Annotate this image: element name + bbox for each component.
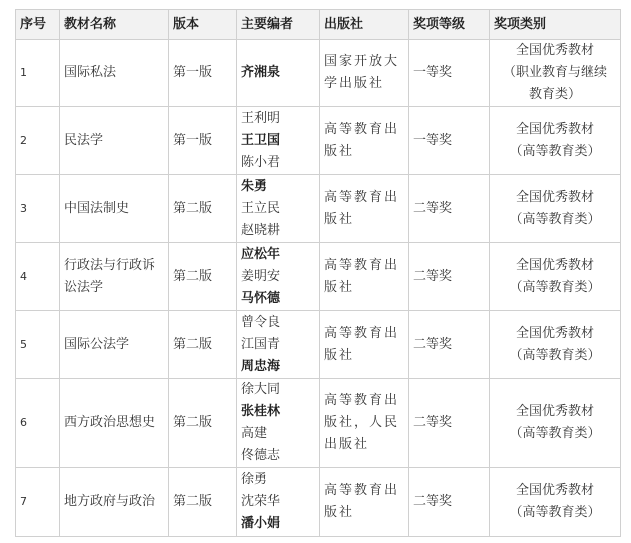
category-line: 全国优秀教材 — [515, 483, 594, 498]
row-authors — [237, 175, 320, 243]
category-line: 全国优秀教材 — [515, 43, 594, 58]
row-authors — [237, 468, 320, 537]
category-line: （高等教育类） — [509, 279, 601, 295]
category-line: 全国优秀教材 — [515, 121, 594, 137]
row-award-level: 一等奖 — [409, 107, 490, 175]
publisher-text: 高等教育出版社 — [324, 483, 400, 520]
row-award-category — [490, 40, 621, 107]
header-authors: 主要编者 — [237, 10, 320, 40]
table-body — [16, 40, 621, 537]
row-authors — [237, 243, 320, 311]
row-award-category — [490, 243, 621, 311]
row-seq: 5 — [16, 311, 60, 379]
row-publisher — [320, 243, 409, 311]
row-edition: 第一版 — [169, 40, 237, 107]
author-name: 王立民 — [241, 200, 281, 216]
author-name: 赵晓耕 — [241, 222, 281, 238]
publisher-text: 高等教育出版社 — [324, 325, 400, 363]
table-row — [16, 468, 621, 537]
author-name: 徐大同 — [241, 382, 281, 397]
row-seq: 7 — [16, 468, 60, 537]
author-name: 周忠海 — [241, 358, 281, 374]
row-award-level: 二等奖 — [409, 379, 490, 468]
author-name: 沈荣华 — [241, 494, 281, 509]
category-line: 教育类） — [528, 87, 581, 102]
author-name: 应松年 — [241, 246, 281, 262]
row-textbook-name: 行政法与行政诉讼法学 — [60, 243, 169, 311]
publisher-text: 国家开放大学出版社 — [324, 54, 400, 91]
row-seq: 6 — [16, 379, 60, 468]
publisher-text: 高等教育出版社，人民出版社 — [324, 393, 400, 452]
row-edition: 第二版 — [169, 468, 237, 537]
row-edition: 第二版 — [169, 175, 237, 243]
category-line: 全国优秀教材 — [515, 257, 594, 273]
header-edition: 版本 — [169, 10, 237, 40]
row-publisher — [320, 40, 409, 107]
row-publisher — [320, 175, 409, 243]
header-name: 教材名称 — [60, 10, 169, 40]
row-award-level: 二等奖 — [409, 468, 490, 537]
row-authors — [237, 311, 320, 379]
author-name: 朱勇 — [241, 178, 268, 194]
header-row — [16, 10, 621, 40]
row-textbook-name: 民法学 — [60, 107, 169, 175]
table-row — [16, 311, 621, 379]
row-textbook-name: 西方政治思想史 — [60, 379, 169, 468]
author-name: 佟德志 — [241, 448, 281, 463]
row-publisher — [320, 379, 409, 468]
table-row — [16, 107, 621, 175]
author-name: 徐勇 — [241, 472, 268, 487]
header-seq: 序号 — [16, 10, 60, 40]
row-award-category — [490, 311, 621, 379]
category-line: 全国优秀教材 — [515, 325, 594, 341]
row-textbook-name: 国际公法学 — [60, 311, 169, 379]
table-row — [16, 40, 621, 107]
awards-table — [15, 9, 621, 537]
category-line: 全国优秀教材 — [515, 404, 594, 419]
row-seq: 2 — [16, 107, 60, 175]
table-row — [16, 243, 621, 311]
table-row — [16, 175, 621, 243]
row-award-category — [490, 468, 621, 537]
publisher-text: 高等教育出版社 — [324, 189, 400, 227]
row-edition: 第二版 — [169, 243, 237, 311]
row-authors — [237, 379, 320, 468]
row-publisher — [320, 311, 409, 379]
author-name: 陈小君 — [241, 154, 281, 170]
row-edition: 第二版 — [169, 311, 237, 379]
row-publisher — [320, 468, 409, 537]
author-name: 张桂林 — [241, 404, 281, 419]
row-award-level: 一等奖 — [409, 40, 490, 107]
row-award-level: 二等奖 — [409, 175, 490, 243]
author-name: 曾令良 — [241, 314, 281, 330]
table-row — [16, 379, 621, 468]
publisher-text: 高等教育出版社 — [324, 121, 400, 159]
author-name: 潘小娟 — [241, 516, 281, 531]
author-name: 江国青 — [241, 336, 281, 352]
row-award-category — [490, 107, 621, 175]
category-line: （职业教育与继续 — [502, 65, 607, 80]
publisher-text: 高等教育出版社 — [324, 257, 400, 295]
category-line: 全国优秀教材 — [515, 189, 594, 205]
row-authors — [237, 40, 320, 107]
header-level: 奖项等级 — [409, 10, 490, 40]
category-line: （高等教育类） — [509, 426, 601, 441]
author-name: 王利明 — [241, 110, 281, 126]
author-name: 齐湘泉 — [241, 65, 281, 80]
row-award-level: 二等奖 — [409, 311, 490, 379]
row-edition: 第二版 — [169, 379, 237, 468]
header-category: 奖项类别 — [490, 10, 621, 40]
row-textbook-name: 国际私法 — [60, 40, 169, 107]
author-name: 高建 — [241, 426, 268, 441]
row-publisher — [320, 107, 409, 175]
author-name: 王卫国 — [241, 132, 281, 148]
row-textbook-name: 中国法制史 — [60, 175, 169, 243]
category-line: （高等教育类） — [509, 347, 601, 363]
author-name: 马怀德 — [241, 290, 281, 306]
row-edition: 第一版 — [169, 107, 237, 175]
row-textbook-name: 地方政府与政治 — [60, 468, 169, 537]
row-seq: 4 — [16, 243, 60, 311]
category-line: （高等教育类） — [509, 505, 601, 520]
category-line: （高等教育类） — [509, 143, 601, 159]
header-publisher: 出版社 — [320, 10, 409, 40]
row-award-level: 二等奖 — [409, 243, 490, 311]
row-seq: 3 — [16, 175, 60, 243]
row-award-category — [490, 379, 621, 468]
row-seq: 1 — [16, 40, 60, 107]
row-award-category — [490, 175, 621, 243]
row-authors — [237, 107, 320, 175]
category-line: （高等教育类） — [509, 211, 601, 227]
author-name: 姜明安 — [241, 268, 281, 284]
